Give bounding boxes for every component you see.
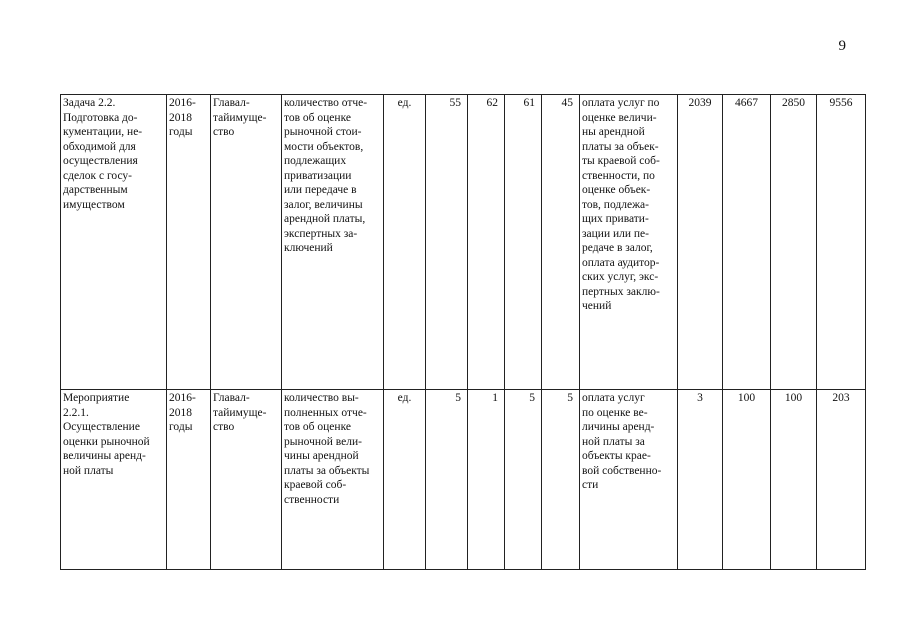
indicator-value-4: 5 [542, 390, 580, 570]
funding-value-3: 100 [771, 390, 817, 570]
period-cell: 2016- 2018 годы [167, 390, 211, 570]
funding-value-1: 3 [678, 390, 723, 570]
executor-cell: Главал- тайимуще- ство [211, 390, 282, 570]
executor-cell: Главал- тайимуще- ство [211, 95, 282, 390]
expense-cell: оплата услуг по оценке величи- ны арендной платы за объек- ты краевой соб- ственности, по оценке объек- тов, подлежа- щих привати- зации или пе- редаче в залог, оплата аудитор- ских услуг, экс- пертных заклю- чений [580, 95, 678, 390]
period-cell: 2016- 2018 годы [167, 95, 211, 390]
program-table [60, 94, 866, 570]
indicator-cell: количество отче- тов об оценке рыночной стои- мости объектов, подлежащих приватизации или передаче в залог, величины арендной платы, экспертных за- ключений [282, 95, 384, 390]
table-row [61, 390, 866, 570]
indicator-value-3: 61 [505, 95, 542, 390]
indicator-value-4: 45 [542, 95, 580, 390]
funding-value-2: 4667 [723, 95, 771, 390]
indicator-value-1: 5 [426, 390, 468, 570]
unit-cell: ед. [384, 390, 426, 570]
funding-value-2: 100 [723, 390, 771, 570]
funding-value-4: 203 [817, 390, 866, 570]
task-name-cell: Мероприятие 2.2.1. Осуществление оценки рыночной величины аренд- ной платы [61, 390, 167, 570]
indicator-cell: количество вы- полненных отче- тов об оценке рыночной вели- чины арендной платы за объекты краевой соб- ственности [282, 390, 384, 570]
indicator-value-2: 1 [468, 390, 505, 570]
indicator-value-2: 62 [468, 95, 505, 390]
expense-cell: оплата услуг по оценке ве- личины аренд- ной платы за объекты крае- вой собственно- сти [580, 390, 678, 570]
funding-value-4: 9556 [817, 95, 866, 390]
task-name-cell: Задача 2.2. Подготовка до- кументации, не- обходимой для осуществления сделок с госу- дарственным имуществом [61, 95, 167, 390]
indicator-value-3: 5 [505, 390, 542, 570]
indicator-value-1: 55 [426, 95, 468, 390]
funding-value-3: 2850 [771, 95, 817, 390]
unit-cell: ед. [384, 95, 426, 390]
page-number: 9 [838, 38, 846, 54]
table-row [61, 95, 866, 390]
funding-value-1: 2039 [678, 95, 723, 390]
